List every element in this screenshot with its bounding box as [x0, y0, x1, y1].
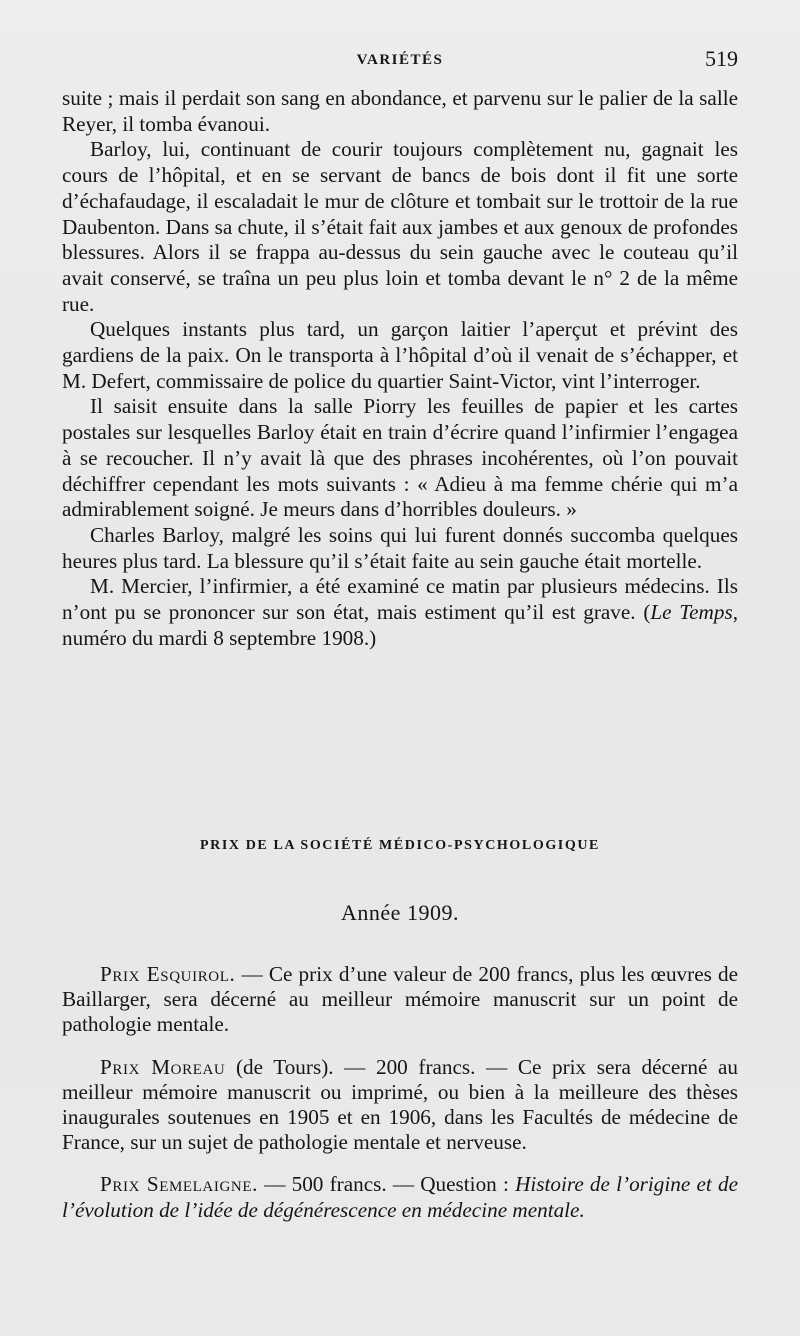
mercier-text: M. Mercier, l’infirmier, a été examiné ce matin par plusieurs médecins. Ils n’ont pu se prononcer sur son état, mais estiment qu’il est grave. (: [62, 574, 738, 625]
year-title: Année 1909.: [341, 900, 459, 925]
mercier-source: , numéro du mardi 8 septembre 1908.): [62, 600, 738, 650]
paragraph-transport: Quelques instants plus tard, un garçon laitier l’aperçut et prévint des gardiens de la paix. On le transporta à l’hôpital d’où il venait de s’échapper, et M. Defert, commissaire de police du quartier Saint-Victor, vint l’interroger.: [62, 317, 738, 393]
paragraph-papers: Il saisit ensuite dans la salle Piorry les feuilles de papier et les cartes postales sur lesquelles Barloy était en train d’écrire quand l’infirmier l’engagea à se recoucher. Il n’y avait là que des phrases incohérentes, où l’on pouvait déchiffrer cependant les mots suivants : « Adieu à ma femme chérie qui m’a admirablement soigné. Je meurs dans d’horribles douleurs. »: [62, 394, 738, 522]
prize-moreau: [62, 1055, 738, 1156]
running-head-title: VARIÉTÉS: [356, 52, 444, 68]
paragraph-death: Charles Barloy, malgré les soins qui lui furent donnés succomba quelques heures plus tard. La blessure qu’il s’était faite au sein gauche était mortelle.: [62, 522, 738, 573]
prize-semelaigne: [62, 1172, 738, 1222]
prize-name: Prix Semelaigne.: [100, 1172, 258, 1197]
article-body: [62, 86, 738, 651]
prize-question: Histoire de l’origine et de l’évolution de l’idée de dégénérescence en médecine mentale.: [62, 1172, 738, 1222]
prize-list: [62, 962, 738, 1240]
prize-description: — Ce prix d’une valeur de 200 francs, plus les œuvres de Baillarger, sera décerné au meilleur mémoire manuscrit sur un point de pathologie mentale.: [62, 962, 738, 1037]
journal-name: Le Temps: [650, 600, 733, 625]
paragraph-barloy-escape: Barloy, lui, continuant de courir toujours complètement nu, gagnait les cours de l’hôpital, et en se servant de bancs de bois dont il fit une sorte d’échafaudage, il escaladait le mur de clôture et tombait sur le trottoir de la rue Daubenton. Dans sa chute, il s’était fait aux jambes et aux genoux de profondes blessures. Alors il se frappa au-dessus du sein gauche avec le couteau qu’il avait conservé, se traîna un peu plus loin et tomba devant le n° 2 de la même rue.: [62, 137, 738, 316]
paragraph-mercier: [62, 574, 738, 651]
prize-description: — 500 francs. — Question :: [258, 1172, 516, 1197]
prize-description: (de Tours). — 200 francs. — Ce prix sera décerné au meilleur mémoire manuscrit ou imprimé, ou bien à la meilleure des thèses inaugurales soutenues en 1905 et en 1906, dans les Facultés de médecine de France, sur un sujet de pathologie mentale et nerveuse.: [62, 1054, 738, 1155]
paragraph-continuation: suite ; mais il perdait son sang en abondance, et parvenu sur le palier de la salle Reyer, il tomba évanoui.: [62, 86, 738, 136]
running-head: [62, 46, 738, 76]
page-number: 519: [705, 46, 738, 71]
prize-esquirol: [62, 962, 738, 1038]
section-title: PRIX DE LA SOCIÉTÉ MÉDICO-PSYCHOLOGIQUE: [199, 838, 600, 853]
prize-name: Prix Esquirol.: [100, 962, 236, 986]
prize-name: Prix Moreau: [100, 1054, 226, 1079]
